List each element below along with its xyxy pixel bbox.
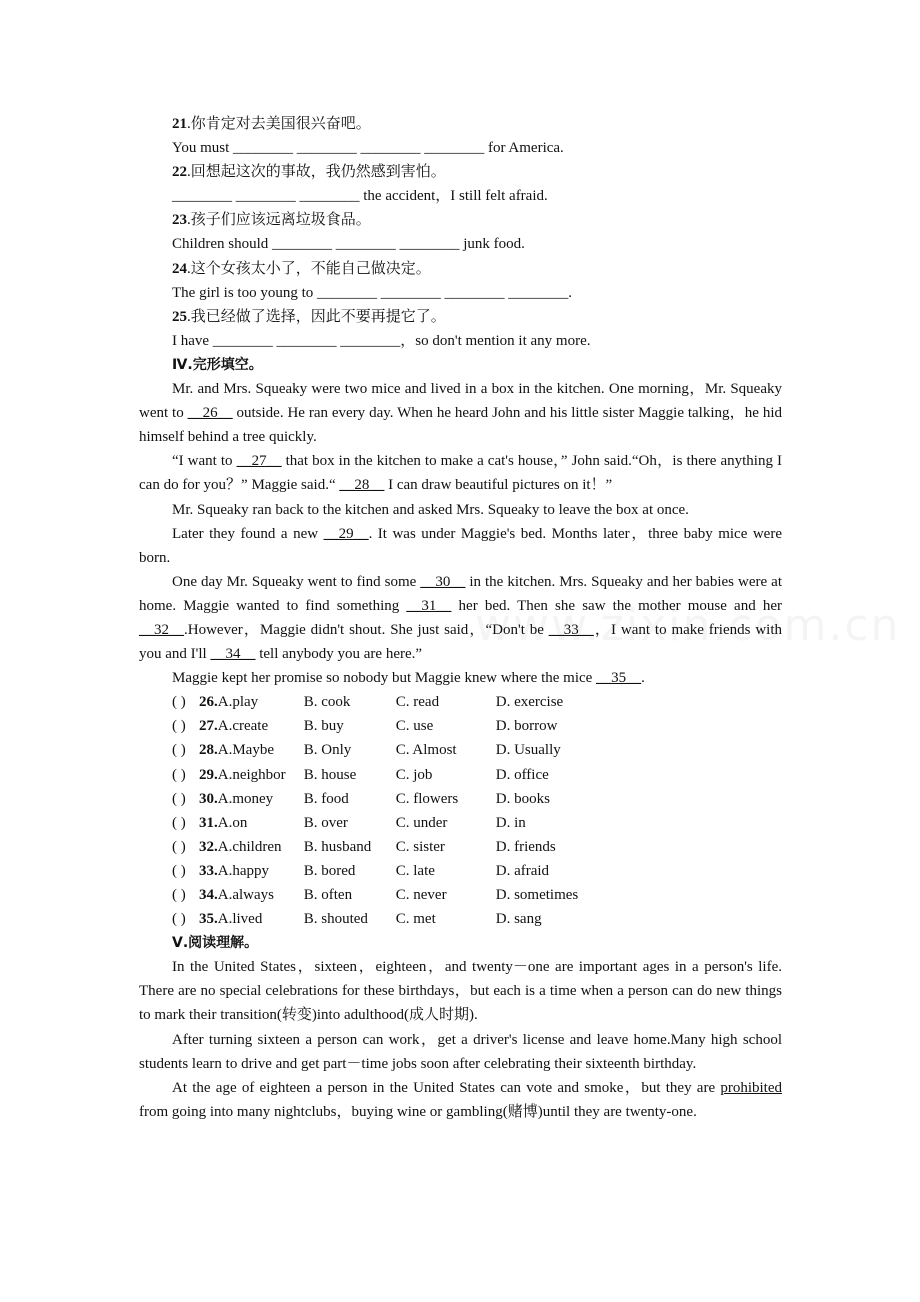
option-row-33: ( ) 33. A.happy B. bored C. late D. afraid bbox=[139, 859, 782, 883]
question-21-chinese: 21.你肯定对去美国很兴奋吧。 bbox=[172, 116, 371, 132]
option-row-28: ( ) 28. A.Maybe B. Only C. Almost D. Usually bbox=[139, 738, 782, 762]
blank-27: __27__ bbox=[236, 453, 282, 470]
blank-28: __28__ bbox=[339, 477, 385, 494]
option-row-34: ( ) 34. A.always B. often C. never D. sometimes bbox=[139, 883, 782, 907]
answer-bracket: ( ) bbox=[172, 887, 186, 903]
underlined-word: prohibited bbox=[720, 1079, 782, 1096]
answer-bracket: ( ) bbox=[172, 718, 186, 735]
question-24-english: The girl is too young to ________ ________ ________ ________. bbox=[172, 284, 572, 301]
reading-heading: Ⅴ.阅读理解。 bbox=[172, 935, 259, 952]
question-25-chinese: 25.我已经做了选择，因此不要再提它了。 bbox=[172, 308, 446, 325]
question-21-english: You must ________ ________ ________ ________ for America. bbox=[172, 140, 564, 157]
cloze-paragraph-3: Mr. Squeaky ran back to the kitchen and asked Mrs. Squeaky to leave the box at once. bbox=[172, 501, 689, 518]
blank-35: __35__ bbox=[596, 670, 642, 687]
reading-paragraph-1: In the United States，sixteen，eighteen，and twenty－one are important ages in a person's life. There are no special celebrations for these birthdays，but each is a time when a person can do new things to mark their transition(转变)into adulthood(成人时期). bbox=[139, 959, 782, 1024]
reading-paragraph-3: At the age of eighteen a person in the United States can vote and smoke，but they are prohibited from going into many nightclubs，buying wine or gambling(赌博)until they are twenty-one. bbox=[139, 1079, 782, 1120]
blank-31: __31__ bbox=[406, 597, 452, 614]
question-22-chinese: 22.回想起这次的事故，我仍然感到害怕。 bbox=[172, 164, 446, 181]
option-row-32: ( ) 32. A.children B. husband C. sister D. friends bbox=[139, 835, 782, 859]
question-23-english: Children should ________ ________ ________ junk food. bbox=[172, 236, 525, 253]
question-23-chinese: 23.孩子们应该远离垃圾食品。 bbox=[172, 212, 371, 229]
answer-bracket: ( ) bbox=[172, 911, 186, 928]
option-row-31: ( ) 31. A.on B. over C. under D. in bbox=[139, 811, 782, 835]
blank-34: __34__ bbox=[210, 646, 256, 663]
cloze-paragraph-4: Later they found a new __29__. It was under Maggie's bed. Months later，three baby mice were born. bbox=[139, 525, 782, 566]
option-row-35: ( ) 35. A.lived B. shouted C. met D. sang bbox=[139, 907, 782, 931]
answer-bracket: ( ) bbox=[172, 742, 186, 759]
option-row-26: ( ) 26. A.play B. cook C. read D. exercise bbox=[139, 690, 782, 714]
cloze-paragraph-6: Maggie kept her promise so nobody but Maggie knew where the mice __35__. bbox=[172, 670, 645, 687]
answer-bracket: ( ) bbox=[172, 766, 186, 783]
cloze-heading: Ⅳ.完形填空。 bbox=[172, 356, 263, 373]
blank-33: __33__ bbox=[548, 621, 594, 638]
document-page bbox=[139, 112, 782, 1124]
question-25-english: I have ________ ________ ________，so don't mention it any more. bbox=[172, 332, 591, 349]
blank-30: __30__ bbox=[420, 573, 466, 590]
answer-bracket: ( ) bbox=[172, 838, 186, 855]
blank-32: __32__ bbox=[139, 621, 184, 638]
option-row-27: ( ) 27. A.create B. buy C. use D. borrow bbox=[139, 714, 782, 738]
cloze-paragraph-2: “I want to __27__ that box in the kitchen to make a cat's house，” John said.“Oh，is there anything I can do for you？” Maggie said.“ __28__ I can draw beautiful pictures on it！” bbox=[139, 453, 782, 494]
blank-26: __26__ bbox=[187, 405, 233, 422]
blank-29: __29__ bbox=[323, 525, 369, 542]
answer-bracket: ( ) bbox=[172, 814, 186, 831]
question-22-english: ________ ________ ________ the accident，I still felt afraid. bbox=[172, 188, 548, 205]
option-row-30: ( ) 30. A.money B. food C. flowers D. books bbox=[139, 787, 782, 811]
answer-bracket: ( ) bbox=[172, 694, 186, 711]
reading-paragraph-2: After turning sixteen a person can work，get a driver's license and leave home.Many high school students learn to drive and get part－time jobs soon after celebrating their sixteenth birthday. bbox=[139, 1031, 782, 1072]
cloze-paragraph-5: One day Mr. Squeaky went to find some __30__ in the kitchen. Mrs. Squeaky and her babies were at home. Maggie wanted to find something __31__ her bed. Then she saw the mother mouse and her __32__.However，Maggie didn't shout. She just said，“Don't be __33__，I want to make friends with you and I'll __34__ tell anybody you are here.” bbox=[139, 573, 783, 663]
answer-bracket: ( ) bbox=[172, 862, 186, 879]
question-24-chinese: 24.这个女孩太小了，不能自己做决定。 bbox=[172, 260, 431, 277]
cloze-paragraph-1: Mr. and Mrs. Squeaky were two mice and lived in a box in the kitchen. One morning，Mr. Squeaky went to __26__ outside. He ran every day. When he heard John and his little sister Maggie talking，he hid himself behind a tree quickly. bbox=[139, 381, 782, 446]
option-row-29: ( ) 29. A.neighbor B. house C. job D. office bbox=[139, 763, 782, 787]
answer-bracket: ( ) bbox=[172, 790, 186, 807]
